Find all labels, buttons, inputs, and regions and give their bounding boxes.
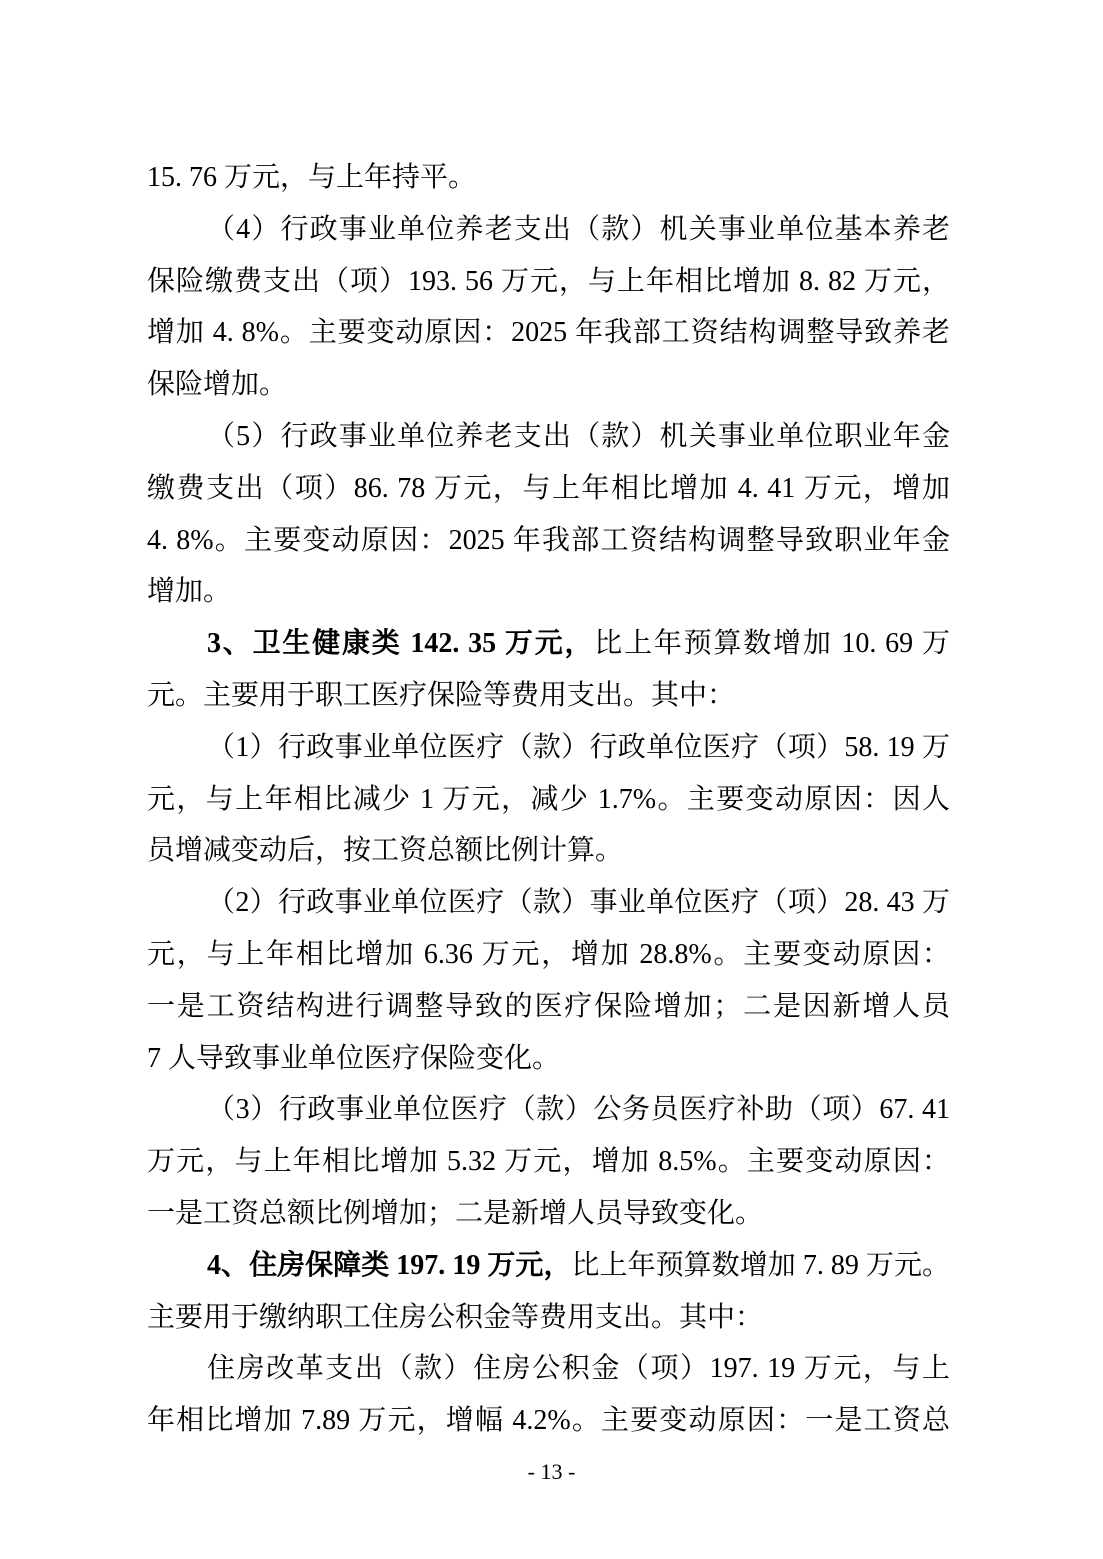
- text-line: 元，与上年相比增加 6.36 万元，增加 28.8%。主要变动原因：: [147, 938, 950, 970]
- text-line: 4. 8%。主要变动原因：2025 年我部工资结构调整导致职业年金: [147, 524, 950, 556]
- text-line: 7 人导致事业单位医疗保险变化。: [147, 1042, 561, 1074]
- document-body: [147, 152, 950, 1447]
- text-line: 元。主要用于职工医疗保险等费用支出。其中：: [147, 679, 736, 711]
- text-line: 增加 4. 8%。主要变动原因：2025 年我部工资结构调整导致养老: [147, 317, 950, 349]
- text-line: 缴费支出（项）86. 78 万元，与上年相比增加 4. 41 万元，增加: [147, 472, 950, 504]
- section-heading-housing: [147, 1240, 950, 1292]
- text-line: 保险缴费支出（项）193. 56 万元，与上年相比增加 8. 82 万元，: [147, 265, 950, 297]
- text-line: 15. 76 万元，与上年持平。: [147, 162, 477, 193]
- text-line: 增加。: [147, 576, 232, 608]
- text-line: 一是工资结构进行调整导致的医疗保险增加；二是因新增人员: [147, 990, 950, 1022]
- section-heading-bold: 4、住房保障类 197. 19 万元，: [207, 1249, 572, 1281]
- section-heading-bold: 3、卫生健康类 142. 35 万元，: [207, 628, 595, 660]
- text-line: 年相比增加 7.89 万元，增幅 4.2%。主要变动原因：一是工资总: [147, 1405, 950, 1437]
- text-line: 一是工资总额比例增加；二是新增人员导致变化。: [147, 1197, 764, 1229]
- text-line: （2）行政事业单位医疗（款）事业单位医疗（项）28. 43 万: [207, 887, 950, 919]
- text-line: 员增减变动后，按工资总额比例计算。: [147, 835, 624, 867]
- text-line: 万元，与上年相比增加 5.32 万元，增加 8.5%。主要变动原因：: [147, 1146, 950, 1178]
- text-line: 保险增加。: [147, 369, 288, 401]
- text-line: （4）行政事业单位养老支出（款）机关事业单位基本养老: [207, 213, 950, 245]
- page-number: - 13 -: [527, 1459, 576, 1484]
- text-line: 住房改革支出（款）住房公积金（项）197. 19 万元，与上: [207, 1353, 950, 1385]
- section-heading-health: [147, 618, 950, 670]
- text-line: （5）行政事业单位养老支出（款）机关事业单位职业年金: [207, 420, 950, 452]
- text-line: （1）行政事业单位医疗（款）行政单位医疗（项）58. 19 万: [207, 731, 950, 763]
- text-line: 主要用于缴纳职工住房公积金等费用支出。其中：: [147, 1301, 764, 1333]
- section-heading-rest: 比上年预算数增加 10. 69 万: [594, 628, 950, 660]
- text-line: 元，与上年相比减少 1 万元，减少 1.7%。主要变动原因：因人: [147, 783, 950, 815]
- section-heading-rest: 比上年预算数增加 7. 89 万元。: [571, 1249, 950, 1281]
- text-line: （3）行政事业单位医疗（款）公务员医疗补助（项）67. 41: [207, 1094, 950, 1126]
